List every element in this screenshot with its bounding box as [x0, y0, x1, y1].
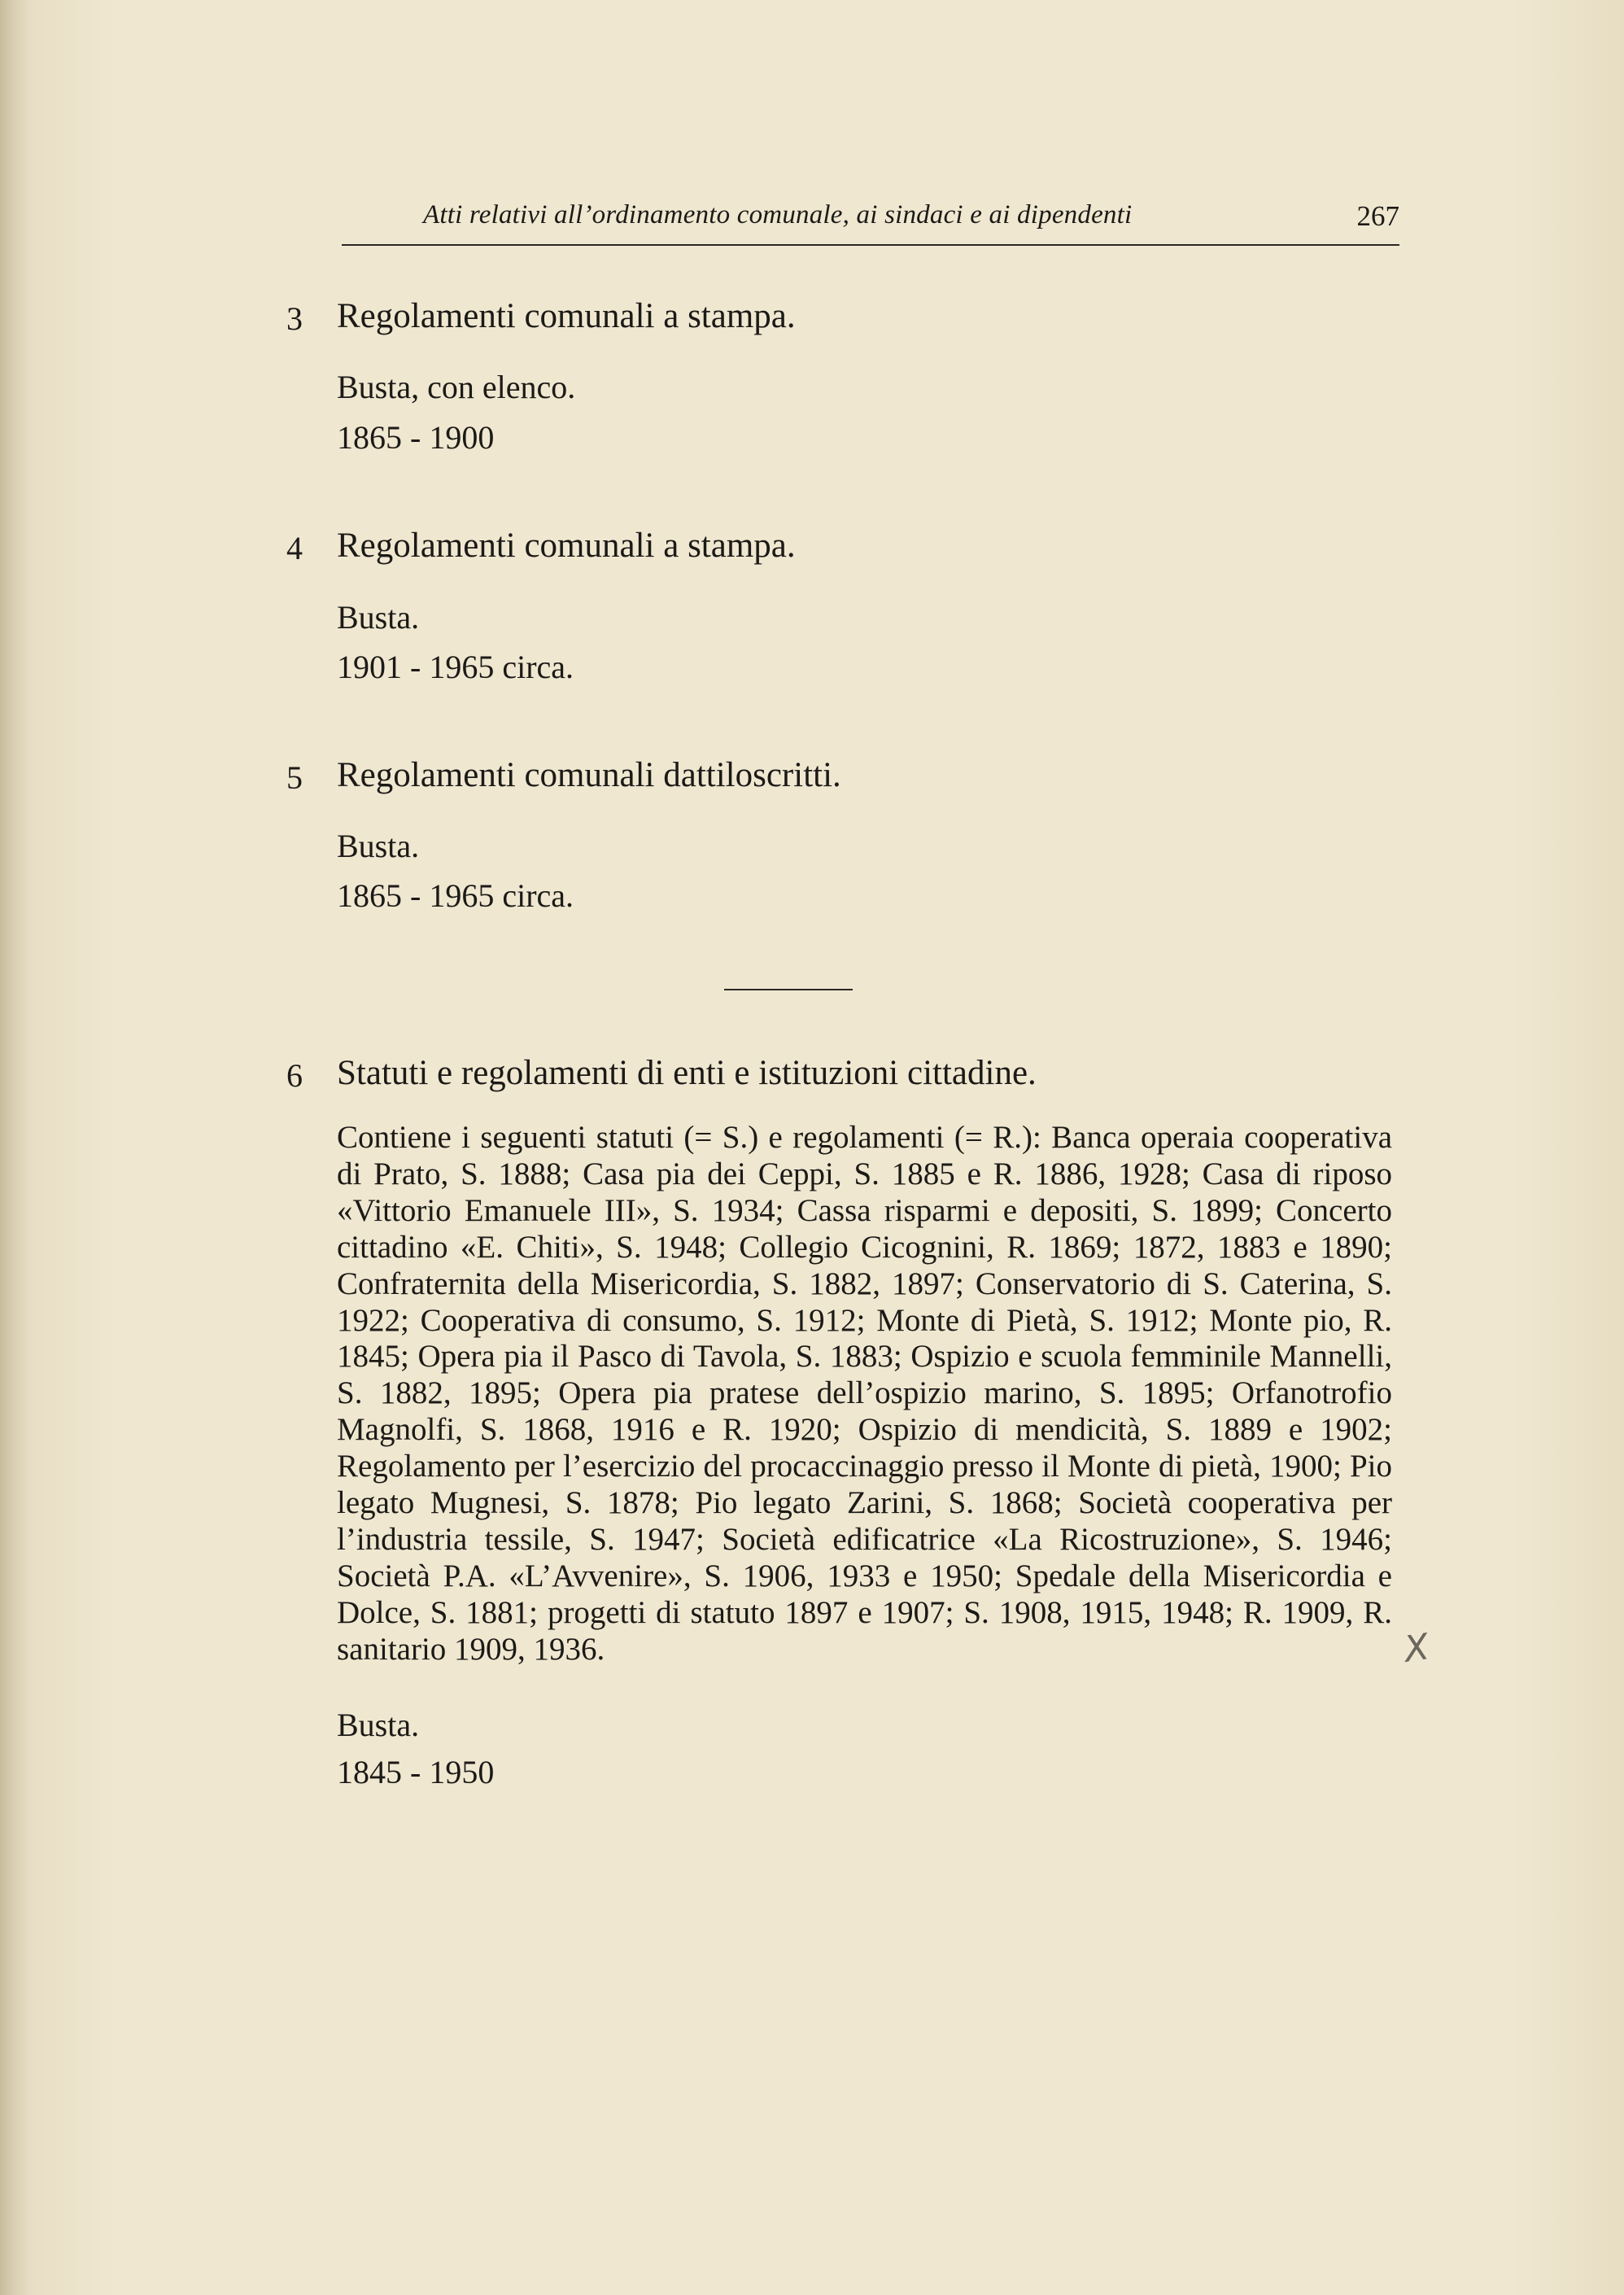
entry-container: Busta.	[337, 828, 420, 864]
binding-edge	[0, 0, 28, 2295]
entry-number: 3	[286, 300, 303, 337]
entry-container: Busta.	[337, 599, 420, 636]
section-separator	[724, 989, 853, 990]
running-header	[342, 195, 1399, 246]
entry-container: Busta.	[337, 1707, 420, 1743]
entry-title: Regolamenti comunali dattiloscritti.	[337, 756, 841, 794]
entry-dates: 1865 - 1900	[337, 419, 495, 456]
running-title: Atti relativi all’ordinamento comunale, ai sindaci e ai dipendenti	[423, 200, 1133, 230]
entry-description: Contiene i seguenti statuti (= S.) e regolamenti (= R.): Banca operaia cooperativa di Prato, S. 1888; Casa pia dei Ceppi, S. 1885 e R. 1886, 1928; Casa di riposo «Vittorio Emanuele III», S. 1934; Cassa risparmi e depositi, S. 1899; Concerto cittadino «E. Chiti», S. 1948; Collegio Cicognini, R. 1869; 1872, 1883 e 1890; Confraternita della Misericordia, S. 1882, 1897; Conservatorio di S. Caterina, S. 1922; Cooperativa di consumo, S. 1912; Monte di Pietà, S. 1912; Monte pio, R. 1845; Opera pia il Pasco di Tavola, S. 1883; Ospizio e scuola femminile Mannelli, S. 1882, 1895; Opera pia pratese dell’ospizio marino, S. 1895; Orfanotrofio Magnolfi, S. 1868, 1916 e R. 1920; Ospizio di mendicità, S. 1889 e 1902; Regolamento per l’esercizio del procaccinaggio presso il Monte di pietà, 1900; Pio legato Mugnesi, S. 1878; Pio legato Zarini, S. 1868; Società cooperativa per l’industria tessile, S. 1947; Società edificatrice «La Ricostruzione», S. 1946; Società P.A. «L’Avvenire», S. 1906, 1933 e 1950; Spedale della Misericordia e Dolce, S. 1881; progetti di statuto 1897 e 1907; S. 1908, 1915, 1948; R. 1909, R. sanitario 1909, 1936.	[337, 1120, 1392, 1667]
handwritten-margin-mark: X	[1401, 1626, 1432, 1671]
entry-dates: 1901 - 1965 circa.	[337, 649, 574, 685]
entry-number: 6	[286, 1057, 303, 1094]
entry-number: 4	[286, 530, 303, 566]
entry-container: Busta, con elenco.	[337, 369, 576, 405]
page-number: 267	[1356, 200, 1399, 232]
entry-title: Regolamenti comunali a stampa.	[337, 527, 796, 565]
entry-title: Statuti e regolamenti di enti e istituzioni cittadine.	[337, 1054, 1037, 1092]
entry-dates: 1845 - 1950	[337, 1754, 495, 1790]
entry-number: 5	[286, 759, 303, 796]
entry-dates: 1865 - 1965 circa.	[337, 877, 574, 914]
entry-title: Regolamenti comunali a stampa.	[337, 297, 796, 335]
